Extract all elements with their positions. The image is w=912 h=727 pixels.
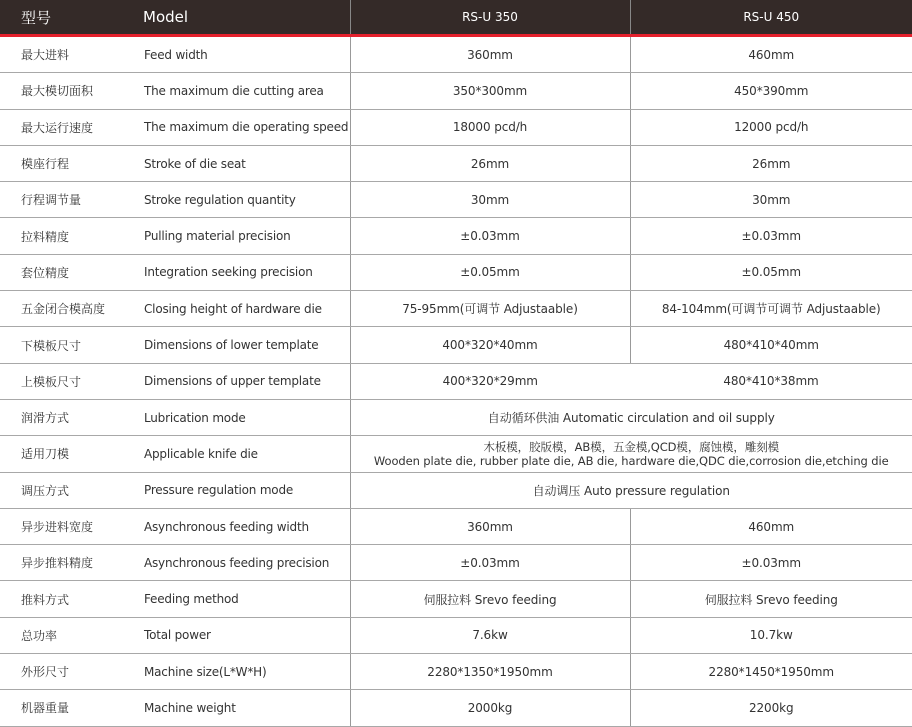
spec-value-shared [350,436,912,472]
table-row [0,654,912,690]
spec-label-cn: 润滑方式 [0,399,130,435]
spec-label-en: Machine weight [130,690,350,726]
spec-label-en: Dimensions of lower template [130,327,350,363]
spec-label-en: Integration seeking precision [130,254,350,290]
table-row [0,545,912,581]
spec-label-en: Pulling material precision [130,218,350,254]
spec-value-model-1: ±0.03mm [350,218,630,254]
spec-value-model-2: 460mm [630,508,912,544]
spec-value-model-2: 84-104mm(可调节可调节 Adjustaable) [630,291,912,327]
spec-label-cn: 上模板尺寸 [0,363,130,399]
table-row [0,399,912,435]
spec-value-model-1: 26mm [350,145,630,181]
spec-label-en: Lubrication mode [130,399,350,435]
spec-value-model-2: 12000 pcd/h [630,109,912,145]
spec-value-model-2: 480*410*38mm [630,363,912,399]
spec-label-en: Total power [130,617,350,653]
spec-value-model-2: ±0.03mm [630,545,912,581]
spec-label-en: Machine size(L*W*H) [130,654,350,690]
spec-label-cn: 模座行程 [0,145,130,181]
table-row [0,690,912,726]
spec-label-cn: 下模板尺寸 [0,327,130,363]
spec-value-model-1: 360mm [350,508,630,544]
table-row [0,109,912,145]
spec-label-cn: 总功率 [0,617,130,653]
table-row [0,436,912,472]
spec-value-model-2: 2280*1450*1950mm [630,654,912,690]
spec-value-model-1: 400*320*29mm [350,363,630,399]
table-row [0,73,912,109]
header-row [0,0,912,36]
spec-label-en: Dimensions of upper template [130,363,350,399]
spec-value-model-1: 350*300mm [350,73,630,109]
spec-value-model-2: 480*410*40mm [630,327,912,363]
table-row [0,254,912,290]
spec-value-model-2: ±0.03mm [630,218,912,254]
spec-label-cn: 适用刀模 [0,436,130,472]
spec-label-cn: 外形尺寸 [0,654,130,690]
table-row [0,327,912,363]
spec-value-model-1: 2000kg [350,690,630,726]
spec-label-en: Asynchronous feeding precision [130,545,350,581]
spec-value-model-1: 30mm [350,182,630,218]
table-row [0,617,912,653]
spec-label-en: Pressure regulation mode [130,472,350,508]
table-row [0,182,912,218]
spec-value-model-2: 2200kg [630,690,912,726]
spec-label-cn: 异步进料宽度 [0,508,130,544]
spec-value-model-2: 30mm [630,182,912,218]
table-row [0,145,912,181]
table-row [0,36,912,73]
spec-value-line: 木板模，胶版模，AB模，五金模,QCD模，腐蚀模，雕刻模 [351,440,912,454]
spec-label-cn: 套位精度 [0,254,130,290]
spec-label-en: The maximum die cutting area [130,73,350,109]
spec-value-model-1: ±0.03mm [350,545,630,581]
spec-value-model-1: 400*320*40mm [350,327,630,363]
spec-value-shared [350,399,912,435]
table-row [0,508,912,544]
table-row [0,218,912,254]
spec-value-line: 自动调压 Auto pressure regulation [351,482,912,499]
spec-value-model-1: 2280*1350*1950mm [350,654,630,690]
spec-label-en: The maximum die operating speed [130,109,350,145]
header-model-2: RS-U 450 [630,0,912,36]
spec-value-model-1: 75-95mm(可调节 Adjustaable) [350,291,630,327]
spec-label-en: Closing height of hardware die [130,291,350,327]
table-row [0,472,912,508]
spec-value-line: 自动循环供油 Automatic circulation and oil supply [351,409,912,426]
spec-value-model-1: 伺服拉料 Srevo feeding [350,581,630,617]
spec-value-model-1: 18000 pcd/h [350,109,630,145]
spec-label-en: Stroke regulation quantity [130,182,350,218]
table-row [0,363,912,399]
spec-value-shared [350,472,912,508]
spec-label-en: Applicable knife die [130,436,350,472]
header-model-1: RS-U 350 [350,0,630,36]
spec-label-en: Asynchronous feeding width [130,508,350,544]
spec-label-cn: 异步推料精度 [0,545,130,581]
spec-value-line: Wooden plate die, rubber plate die, AB die, hardware die,QDC die,corrosion die,etching die [351,454,912,468]
spec-value-model-1: 360mm [350,36,630,73]
spec-label-en: Stroke of die seat [130,145,350,181]
spec-label-cn: 最大进料 [0,36,130,73]
spec-label-cn: 五金闭合模高度 [0,291,130,327]
spec-value-model-2: 450*390mm [630,73,912,109]
spec-value-model-2: 460mm [630,36,912,73]
spec-label-cn: 最大模切面积 [0,73,130,109]
spec-label-cn: 调压方式 [0,472,130,508]
header-en: Model [130,0,350,36]
spec-label-cn: 最大运行速度 [0,109,130,145]
spec-label-cn: 机器重量 [0,690,130,726]
spec-label-cn: 拉料精度 [0,218,130,254]
spec-value-model-1: ±0.05mm [350,254,630,290]
spec-value-model-1: 7.6kw [350,617,630,653]
table-row [0,291,912,327]
spec-label-cn: 行程调节量 [0,182,130,218]
spec-value-model-2: 伺服拉料 Srevo feeding [630,581,912,617]
table-row [0,581,912,617]
header-cn: 型号 [0,0,130,36]
spec-value-model-2: 10.7kw [630,617,912,653]
spec-value-model-2: ±0.05mm [630,254,912,290]
spec-label-en: Feed width [130,36,350,73]
spec-label-cn: 推料方式 [0,581,130,617]
spec-value-model-2: 26mm [630,145,912,181]
spec-label-en: Feeding method [130,581,350,617]
